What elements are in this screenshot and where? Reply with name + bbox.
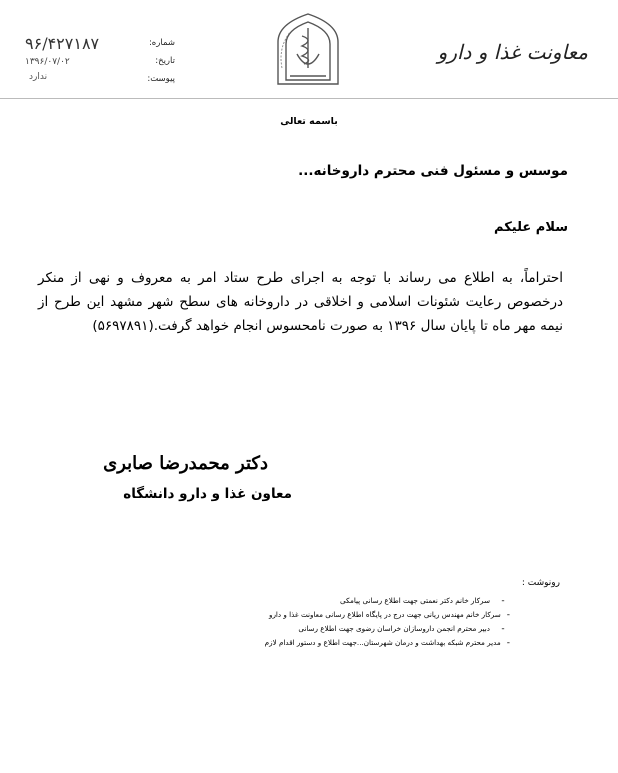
cc-recipient: دبیر محترم انجمن داروسازان خراسان رضوی جهت اطلاع رسانی [298, 624, 490, 633]
cc-recipient: سرکار خانم دکتر نعمتی جهت اطلاع رسانی پیامکی [340, 596, 490, 605]
basmala-heading: باسمه تعالی [280, 116, 338, 127]
letter-attachment: ندارد [29, 72, 48, 82]
list-item [264, 636, 510, 650]
addressee-line: موسس و مسئول فنی محترم داروخانه... [298, 163, 568, 179]
university-logo [268, 8, 348, 90]
attachment-label: پیوست: [147, 74, 175, 84]
list-item [270, 594, 510, 608]
greeting-line: سلام علیکم [494, 220, 568, 235]
meta-values [25, 34, 120, 84]
cc-dash: - [506, 638, 510, 648]
cc-recipient: مدیر محترم شبکه بهداشت و درمان شهرستان...جهت اطلاع و دستور اقدام لازم [264, 638, 501, 647]
header-divider [0, 98, 618, 99]
number-label: شماره: [148, 38, 175, 48]
department-title: معاونت غذا و دارو [437, 40, 588, 64]
cc-dash: - [501, 624, 505, 634]
cc-heading: رونوشت : [521, 578, 560, 588]
letter-number: ۹۶/۴۲۷۱۸۷ [25, 34, 100, 53]
letter-body: احتراماً، به اطلاع می رساند با توجه به اجرای طرح ستاد امر به معروف و نهی از منکر درخصوص رعایت شئونات اسلامی و اخلاقی در داروخانه های سطح شهر مشهد این طرح از نیمه مهر ماه تا پایان سال ۱۳۹۶ به صورت نامحسوس انجام خواهد گرفت.(۵۶۹۷۸۹۱) [38, 270, 563, 334]
cc-list [264, 594, 510, 650]
meta-labels [125, 34, 175, 88]
list-item [270, 608, 510, 622]
signer-name: دکتر محمدرضا صابری [103, 453, 268, 474]
signer-title: معاون غذا و دارو دانشگاه [123, 486, 292, 502]
date-label: تاریخ: [155, 56, 175, 66]
letter-date: ۱۳۹۶/۰۷/۰۲ [25, 57, 70, 67]
list-item [270, 622, 510, 636]
cc-dash: - [501, 596, 505, 606]
cc-dash: - [506, 610, 510, 620]
cc-recipient: سرکار خانم مهندس ریانی جهت درج در پایگاه اطلاع رسانی معاونت غذا و دارو [268, 610, 501, 619]
